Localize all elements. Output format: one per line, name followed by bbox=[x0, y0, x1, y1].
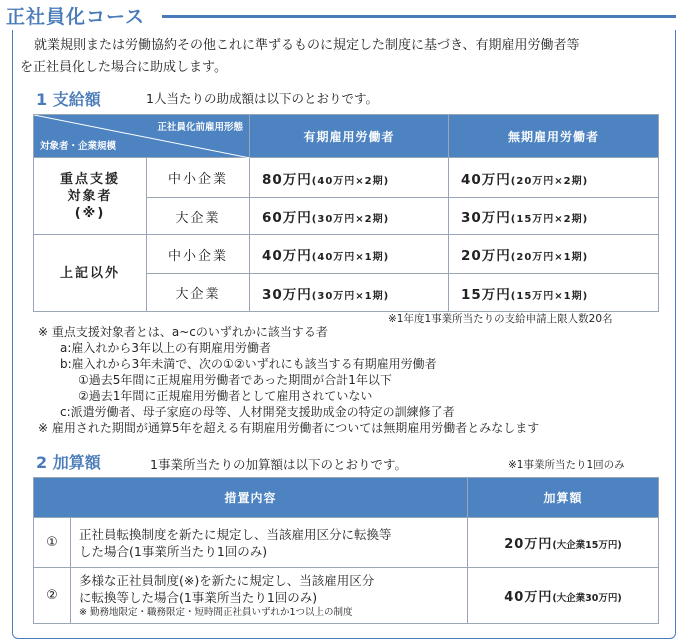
amount-value: 30万円 bbox=[461, 210, 511, 226]
intro-line-1: 就業規則または労働協約その他これに準ずるものに規定した制度に基づき、有期雇用労働者等 bbox=[34, 38, 580, 53]
amount-cell bbox=[449, 274, 659, 312]
amount-cell bbox=[250, 274, 449, 312]
measure-content bbox=[71, 568, 468, 624]
amount-value: 80万円 bbox=[262, 171, 312, 188]
amount-value: 30万円 bbox=[262, 286, 312, 303]
amount-cell bbox=[449, 158, 659, 198]
addition-amount: 40万円 bbox=[504, 590, 553, 605]
amount-cell bbox=[250, 235, 449, 274]
addition-amount-cell bbox=[468, 518, 659, 568]
footnote: a:雇入れから3年以上の有期雇用労働者 bbox=[60, 341, 272, 355]
company-size: 中小企業 bbox=[147, 158, 250, 198]
amount-cell bbox=[449, 235, 659, 274]
measure-subnote: ※ 勤務地限定・職務限定・短時間正社員いずれか1つ以上の制度 bbox=[79, 607, 353, 618]
company-size: 中小企業 bbox=[147, 235, 250, 274]
col-header-measure: 措置内容 bbox=[34, 478, 468, 518]
footnote: ※ 重点支援対象者とは、a~cのいずれかに該当する者 bbox=[38, 325, 328, 339]
corner-label-employment-type: 正社員化前雇用形態 bbox=[157, 122, 243, 133]
intro-line-2: を正社員化した場合に助成します。 bbox=[20, 60, 227, 75]
row-group-label: 重点支援 bbox=[59, 171, 120, 187]
addition-table bbox=[33, 477, 659, 624]
row-group-label: 対象者 bbox=[67, 188, 113, 204]
amount-cell bbox=[449, 198, 659, 235]
amount-detail: (15万円×2期) bbox=[510, 214, 589, 225]
addition-amount-cell bbox=[468, 568, 659, 624]
addition-amount: 20万円 bbox=[504, 537, 553, 552]
measure-line: に転換等した場合(1事業所当たり1回のみ) bbox=[79, 590, 318, 605]
row-group-priority bbox=[34, 158, 147, 235]
measure-content bbox=[71, 518, 468, 568]
amount-detail: (30万円×2期) bbox=[311, 214, 390, 225]
measure-line: した場合(1事業所当たり1回のみ) bbox=[79, 543, 268, 559]
amount-value: 20万円 bbox=[461, 248, 511, 264]
amount-detail: (40万円×2期) bbox=[311, 175, 390, 187]
amount-value: 15万円 bbox=[461, 286, 511, 303]
amount-detail: (40万円×1期) bbox=[311, 252, 390, 263]
measure-line: 正社員転換制度を新たに規定し、当該雇用区分に転換等 bbox=[79, 526, 392, 542]
section2-description: 1事業所当たりの加算額は以下のとおりです。 bbox=[150, 457, 407, 472]
amount-detail: (20万円×2期) bbox=[510, 175, 589, 187]
company-size: 大企業 bbox=[147, 274, 250, 312]
col-header-addition-amount: 加算額 bbox=[468, 478, 659, 518]
footnote: ②過去1年間に正規雇用労働者として雇用されていない bbox=[78, 389, 373, 403]
measure-number: ② bbox=[34, 568, 71, 624]
amount-value: 60万円 bbox=[262, 210, 312, 226]
addition-detail: (大企業15万円) bbox=[552, 540, 622, 551]
addition-detail: (大企業30万円) bbox=[552, 593, 622, 604]
annual-limit-note: ※1年度1事業所当たりの支給申請上限人数20名 bbox=[388, 313, 613, 325]
footnote: ①過去5年間に正規雇用労働者であった期間が合計1年以下 bbox=[78, 373, 392, 387]
measure-number: ① bbox=[34, 518, 71, 568]
col-header-fixed-term: 有期雇用労働者 bbox=[250, 115, 449, 158]
row-group-other bbox=[34, 235, 147, 312]
amount-detail: (15万円×1期) bbox=[510, 290, 589, 302]
amount-value: 40万円 bbox=[461, 171, 511, 188]
page-title: 正社員化コース bbox=[6, 6, 146, 28]
row-group-label: (※) bbox=[74, 205, 106, 221]
amount-detail: (20万円×1期) bbox=[510, 252, 589, 263]
corner-label-target-size: 対象者・企業規模 bbox=[40, 141, 117, 152]
title-rule bbox=[162, 15, 676, 18]
amount-cell bbox=[250, 158, 449, 198]
section1-description: 1人当たりの助成額は以下のとおりです。 bbox=[146, 91, 378, 106]
footnote: ※ 雇用された期間が通算5年を超える有期雇用労働者については無期雇用労働者とみなします bbox=[38, 421, 540, 435]
section2-heading: 2 加算額 bbox=[36, 453, 101, 472]
once-only-note: ※1事業所当たり1回のみ bbox=[508, 459, 625, 471]
amount-cell bbox=[250, 198, 449, 235]
footnote: b:雇入れから3年未満で、次の①②いずれにも該当する有期雇用労働者 bbox=[60, 357, 437, 371]
subsidy-table bbox=[33, 114, 659, 312]
section1-heading: 1 支給額 bbox=[36, 90, 101, 109]
row-group-label: 上記以外 bbox=[59, 265, 120, 281]
table-corner-header bbox=[34, 115, 250, 158]
amount-value: 40万円 bbox=[262, 248, 312, 264]
company-size: 大企業 bbox=[147, 198, 250, 235]
col-header-indefinite-term: 無期雇用労働者 bbox=[449, 115, 659, 158]
footnote: c:派遣労働者、母子家庭の母等、人材開発支援助成金の特定の訓練修了者 bbox=[60, 405, 455, 419]
amount-detail: (30万円×1期) bbox=[311, 290, 390, 302]
measure-line: 多様な正社員制度(※)を新たに規定し、当該雇用区分 bbox=[79, 573, 375, 588]
